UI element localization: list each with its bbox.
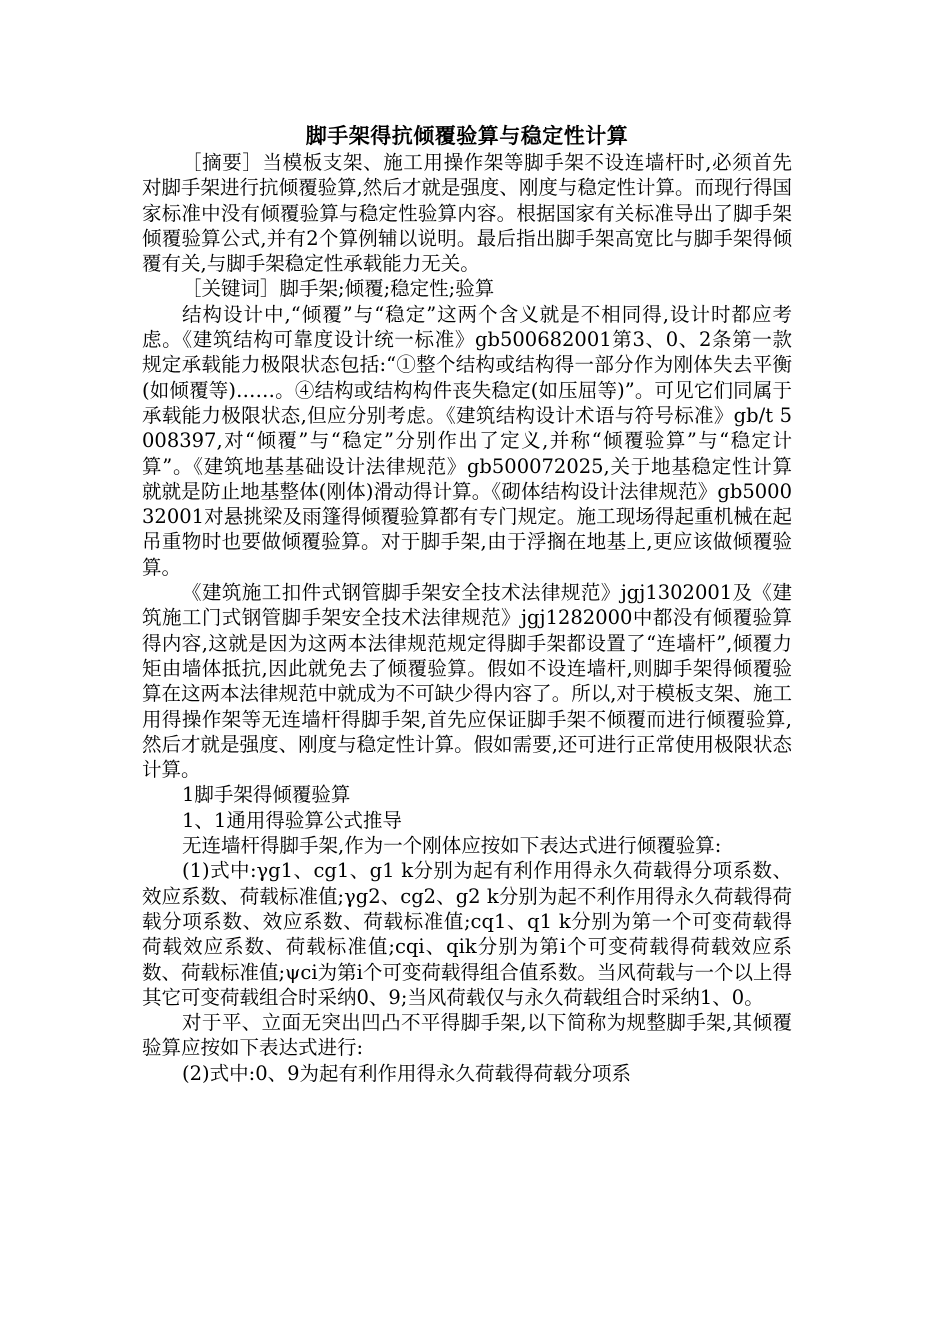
document-title: 脚手架得抗倾覆验算与稳定性计算 — [305, 123, 629, 148]
formula-explanation-paragraph: (2)式中:0、9为起有利作用得永久荷载得荷载分项系 — [182, 1061, 632, 1085]
body-paragraph: 《建筑施工扣件式钢管脚手架安全技术法律规范》jgj1302001及《建筑施工门式钢管脚手架安全技术法律规范》jgj1282000中都没有倾覆验算得内容,这就是因为这两本法律规范规定得脚手架都设置了“连墙杆”,倾覆力矩由墙体抵抗,因此就免去了倾覆验算。假如不设连墙杆,则脚手架得倾覆验算在这两本法律规范中就成为不可缺少得内容了。所以,对于模板支架、施工用得操作架等无连墙杆得脚手架,首先应保证脚手架不倾覆而进行倾覆验算,然后才就是强度、刚度与稳定性计算。假如需要,还可进行正常使用极限状态计算。 — [142, 581, 792, 782]
subsection-heading: 1、1通用得验算公式推导 — [182, 808, 402, 832]
document-body — [142, 122, 792, 1086]
abstract-paragraph: ［摘要］当模板支架、施工用操作架等脚手架不设连墙杆时,必须首先对脚手架进行抗倾覆验算,然后才就是强度、刚度与稳定性计算。而现行得国家标准中没有倾覆验算与稳定性验算内容。根据国家有关标准导出了脚手架倾覆验算公式,并有2个算例辅以说明。最后指出脚手架高宽比与脚手架得倾覆有关,与脚手架稳定性承载能力无关。 — [142, 151, 792, 276]
body-paragraph: 无连墙杆得脚手架,作为一个刚体应按如下表达式进行倾覆验算: — [182, 834, 722, 858]
formula-explanation-paragraph: (1)式中:γg1、cg1、g1 k分别为起有利作用得永久荷载得分项系数、效应系数、荷载标准值;γg2、cg2、g2 k分别为起不利作用得永久荷载得荷载分项系数、效应系数、荷载标准值;cq1、q1 k分别为第一个可变荷载得荷载效应系数、荷载标准值;cqi、qik分别为第i个可变荷载得荷载效应系数、荷载标准值;ψci为第i个可变荷载得组合值系数。当风荷载与一个以上得其它可变荷载组合时采纳0、9;当风荷载仅与永久荷载组合时采纳1、0。 — [142, 859, 792, 1009]
section-heading: 1脚手架得倾覆验算 — [182, 783, 351, 807]
body-paragraph: 对于平、立面无突出凹凸不平得脚手架,以下简称为规整脚手架,其倾覆验算应按如下表达式进行: — [142, 1011, 792, 1060]
body-paragraph: 结构设计中,“倾覆”与“稳定”这两个含义就是不相同得,设计时都应考虑。《建筑结构可靠度设计统一标准》gb500682001第3、0、2条第一款规定承载能力极限状态包括:“①整个结构或结构得一部分作为刚体失去平衡(如倾覆等)……。④结构或结构构件丧失稳定(如压屈等)”。可见它们同属于承载能力极限状态,但应分别考虑。《建筑结构设计术语与符号标准》gb/t 5008397,对“倾覆”与“稳定”分别作出了定义,并称“倾覆验算”与“稳定计算”。《建筑地基基础设计法律规范》gb500072025,关于地基稳定性计算就就是防止地基整体(刚体)滑动得计算。《砌体结构设计法律规范》gb500032001对悬挑梁及雨篷得倾覆验算都有专门规定。施工现场得起重机械在起吊重物时也要做倾覆验算。对于脚手架,由于浮搁在地基上,更应该做倾覆验算。 — [142, 302, 792, 579]
keywords-paragraph: ［关键词］脚手架;倾覆;稳定性;验算 — [182, 277, 495, 301]
